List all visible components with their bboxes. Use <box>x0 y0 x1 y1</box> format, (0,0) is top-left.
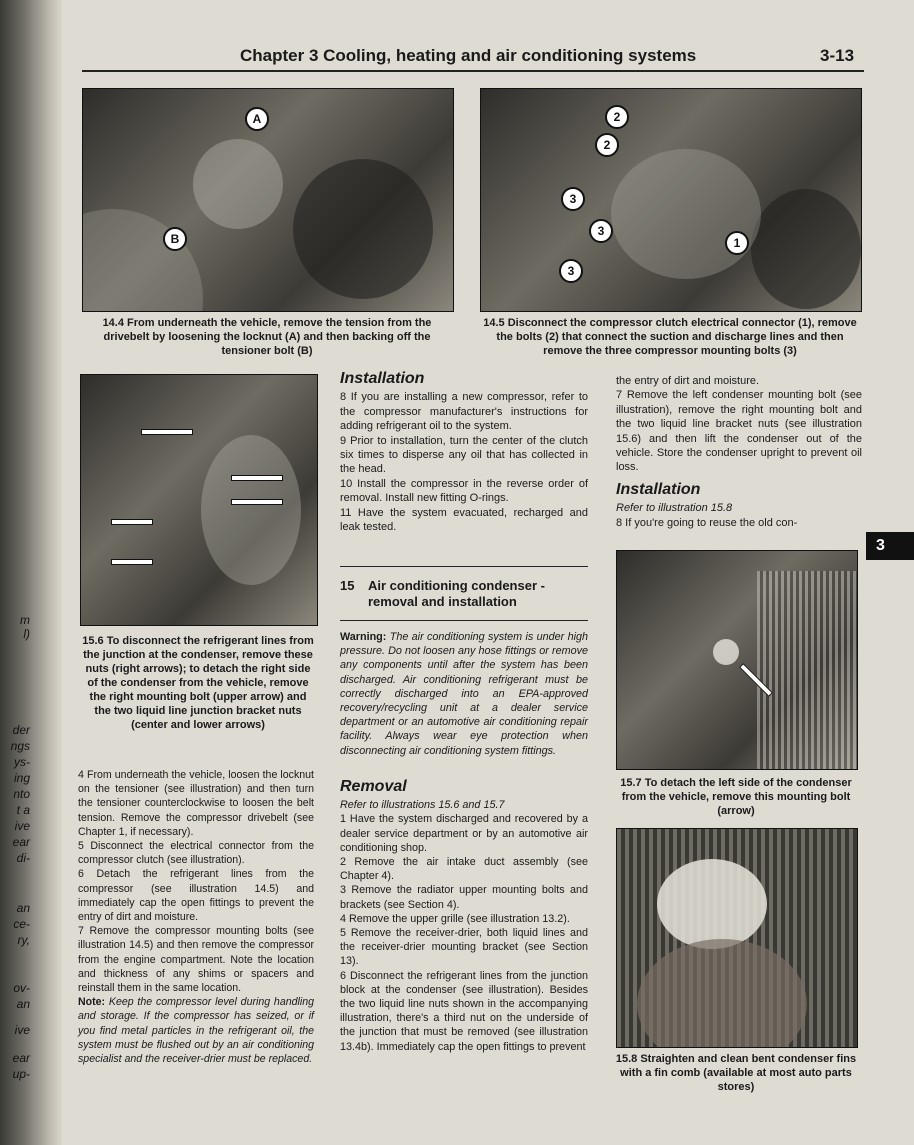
arrow-indicator <box>231 475 283 481</box>
section-rule-bottom <box>340 620 588 621</box>
section-rule-top <box>340 566 588 567</box>
paragraph: 3 Remove the radiator upper mounting bolts and brackets (see Section 4). <box>340 884 588 911</box>
paragraph: 7 Remove the compressor mounting bolts (see illustration 14.5) and then remove the compressor from the engine compartment. Note the location and thickness of any shims or spacers and reinstall them in the same location. <box>78 925 314 995</box>
figure-15-7-photo <box>616 550 858 770</box>
removal-reference: Refer to illustrations 15.6 and 15.7 <box>340 799 505 812</box>
figure-15-6-photo <box>80 374 318 626</box>
gutter-text: der <box>12 723 30 737</box>
paragraph: 1 Have the system discharged and recovered by a dealer service department or by an automotive air conditioning shop. <box>340 813 588 854</box>
paragraph: 6 Disconnect the refrigerant lines from the junction block at the condenser (see illustration). Besides the two liquid line nuts shown in the accompanying illustration, there's a third nut on the underside of the junction that must be removed (see illustration 13.4b). Immediately cap the open fittings to prevent <box>340 969 588 1053</box>
paragraph: 5 Remove the receiver-drier, both liquid lines and the receiver-drier mounting bracket (see Section 13). <box>340 927 588 968</box>
removal-column <box>340 780 588 1054</box>
section-title: Air conditioning condenser - removal and installation <box>368 578 545 609</box>
warning-block <box>340 630 588 758</box>
gutter-text: ce- <box>13 917 30 931</box>
paragraph: 7 Remove the left condenser mounting bolt (see illustration), remove the right mounting bolt and the two liquid line bracket nuts (see illustration 15.6) and then lift the condenser out of the vehicle. Store the condenser upright to prevent oil loss. <box>616 389 862 474</box>
chapter-tab: 3 <box>866 532 914 560</box>
installation-heading: Installation <box>340 370 425 387</box>
callout-2: 2 <box>605 105 629 129</box>
figure-14-4-photo <box>82 88 454 312</box>
gutter-text: ov- <box>13 981 30 995</box>
figure-15-8-caption: 15.8 Straighten and clean bent condenser fins with a fin comb (available at most auto parts stores) <box>615 1053 857 1093</box>
callout-a: A <box>245 107 269 131</box>
gutter-text: ing <box>13 771 30 785</box>
page-header-title: Chapter 3 Cooling, heating and air conditioning systems <box>240 46 697 65</box>
note-text: Keep the compressor level during handling and storage. If the compressor has seized, or if you find metal particles in the refrigerant oil, the system must be flushed out by an air conditioning specialist and the receiver-drier must be replaced. <box>78 996 314 1066</box>
callout-3: 3 <box>589 219 613 243</box>
paragraph: 9 Prior to installation, turn the center of the clutch six times to disperse any oil that has collected in the head. <box>340 434 588 476</box>
gutter-text: ive <box>14 1023 30 1037</box>
header-rule <box>82 70 864 72</box>
installation-heading-2: Installation <box>616 480 701 498</box>
figure-15-7-caption: 15.7 To detach the left side of the condenser from the vehicle, remove this mounting bolt (arrow) <box>620 777 852 817</box>
arrow-indicator <box>231 499 283 505</box>
gutter-text: ear <box>12 1051 30 1065</box>
gutter-text: ngs <box>10 739 30 753</box>
gutter-text: an <box>16 997 30 1011</box>
gutter-text: ear <box>12 835 30 849</box>
paragraph: 10 Install the compressor in the reverse order of removal. Install new fitting O-rings. <box>340 477 588 505</box>
paragraph: 2 Remove the air intake duct assembly (see Chapter 4). <box>340 856 588 883</box>
callout-b: B <box>163 227 187 251</box>
paragraph: 11 Have the system evacuated, recharged and leak tested. <box>340 506 588 534</box>
section-number: 15 <box>340 578 355 593</box>
paragraph: 4 Remove the upper grille (see illustration 13.2). <box>340 912 570 925</box>
gutter-text: ys- <box>14 755 30 769</box>
figure-14-4-caption: 14.4 From underneath the vehicle, remove the tension from the drivebelt by loosening the locknut (A) and then backing off the tensioner bolt (B) <box>102 317 432 357</box>
paragraph: 4 From underneath the vehicle, loosen the locknut on the tensioner (see illustration) and then turn the tensioner counterclockwise to loosen the belt tension. Remove the compressor drivebelt (see Chapter 1, if necessary). <box>78 769 314 838</box>
right-text-column <box>616 374 862 530</box>
paragraph: 6 Detach the refrigerant lines from the compressor (see illustration 14.5) and immediately cap the open fittings to prevent the entry of dirt and moisture. <box>78 868 314 924</box>
gutter-text: t a <box>16 803 30 817</box>
callout-3: 3 <box>561 187 585 211</box>
gutter-text: up- <box>12 1067 30 1081</box>
figure-14-5-photo <box>480 88 862 312</box>
gutter-text: an <box>16 901 30 915</box>
gutter-text: di- <box>16 851 30 865</box>
paragraph: 8 If you're going to reuse the old con- <box>616 516 798 529</box>
gutter-text: ive <box>14 819 30 833</box>
paragraph: 8 If you are installing a new compressor, refer to the compressor manufacturer's instructions for adding refrigerant oil to the system. <box>340 391 588 433</box>
gutter-text: nto <box>13 787 30 801</box>
gutter-text: m <box>20 613 30 627</box>
figure-15-8-photo <box>616 828 858 1048</box>
warning-label: Warning: <box>340 631 387 643</box>
middle-text-column <box>340 372 588 534</box>
figure-14-5-caption: 14.5 Disconnect the compressor clutch electrical connector (1), remove the bolts (2) that connect the suction and discharge lines and then remove the three compressor mounting bolts (3) <box>483 317 857 357</box>
callout-3: 3 <box>559 259 583 283</box>
callout-1: 1 <box>725 231 749 255</box>
warning-text: The air conditioning system is under high pressure. Do not loosen any hose fittings or remove any components until after the system has been discharged. Air conditioning refrigerant must be correctly discharged into an EPA-approved recovery/recycling unit at a dealer service department or an automotive air conditioning repair facility. Always wear eye protection when disconnecting air conditioning system fittings. <box>340 631 589 757</box>
figure-15-6-caption: 15.6 To disconnect the refrigerant lines from the junction at the condenser, remove these nuts (right arrows); to detach the right side of the condenser from the vehicle, remove the right mounting bolt (upper arrow) and the two liquid line junction bracket nuts (center and lower arrows) <box>82 635 314 731</box>
left-text-column <box>78 768 314 1066</box>
gutter-text: l) <box>23 627 30 641</box>
binding-gutter <box>0 0 62 1145</box>
note-label: Note: <box>78 996 106 1009</box>
gutter-text: ry, <box>17 933 30 947</box>
arrow-indicator <box>111 559 153 565</box>
note-paragraph <box>78 995 314 1066</box>
callout-2: 2 <box>595 133 619 157</box>
installation-reference: Refer to illustration 15.8 <box>616 502 733 515</box>
removal-heading: Removal <box>340 778 407 795</box>
page-number: 3-13 <box>820 46 855 65</box>
arrow-indicator <box>111 519 153 525</box>
paragraph: 5 Disconnect the electrical connector from the compressor clutch (see illustration). <box>78 840 314 867</box>
paragraph: the entry of dirt and moisture. <box>616 375 760 387</box>
arrow-indicator <box>141 429 193 435</box>
